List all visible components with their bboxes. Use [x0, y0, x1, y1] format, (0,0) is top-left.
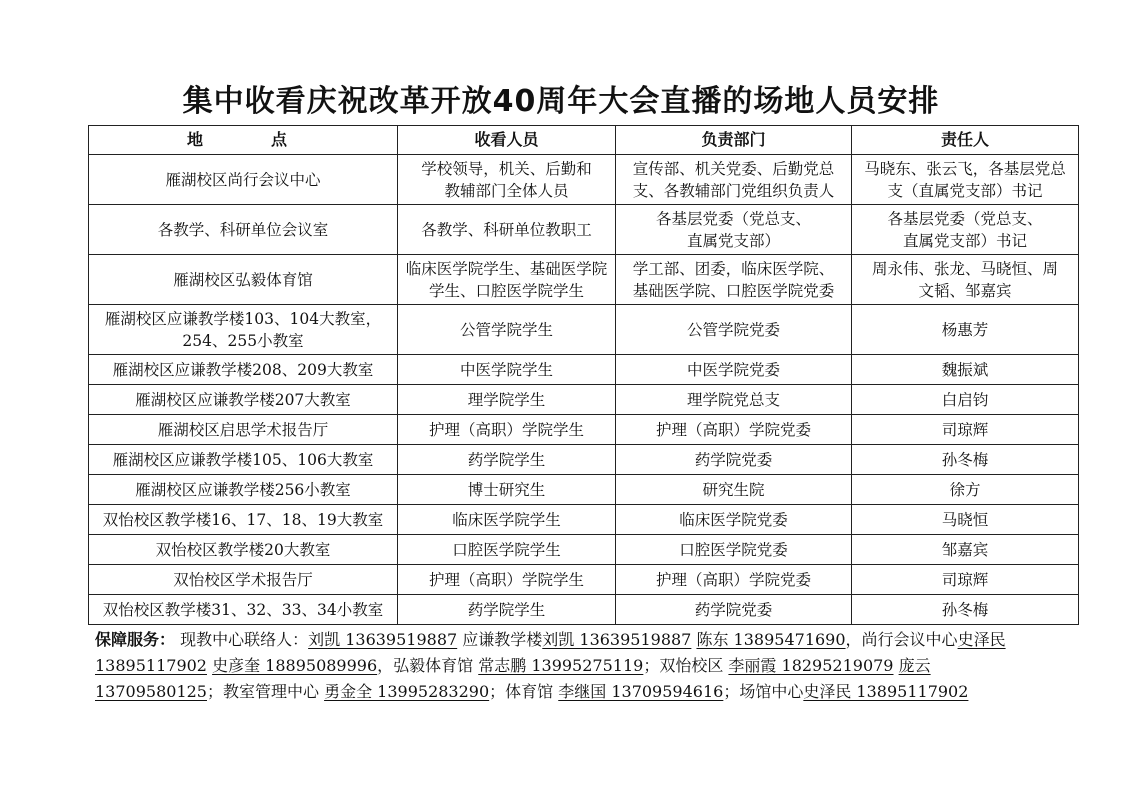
- support-text: ；双怡校区: [643, 656, 729, 675]
- cell-line: 临床医学院学生: [452, 510, 561, 529]
- table-row: [89, 255, 1079, 305]
- cell-place: [89, 475, 398, 505]
- cell-line: 教辅部门全体人员: [444, 181, 569, 200]
- table-row: [89, 445, 1079, 475]
- cell-audience: [398, 565, 616, 595]
- table-row: [89, 535, 1079, 565]
- header-place: 地 点: [89, 126, 398, 155]
- cell-line: 魏振斌: [941, 360, 989, 379]
- cell-line: 护理（高职）学院党委: [655, 570, 811, 589]
- cell-responsible: [852, 565, 1079, 595]
- cell-line: 雁湖校区应谦教学楼256小教室: [135, 480, 351, 499]
- cell-line: 理学院党总支: [686, 390, 780, 409]
- cell-line: 药学院党委: [694, 600, 773, 619]
- cell-line: 药学院学生: [467, 450, 546, 469]
- support-services: [95, 627, 1055, 705]
- cell-place: [89, 255, 398, 305]
- contact-entry: 勇金全 13995283290: [324, 682, 490, 701]
- cell-line: 254、255小教室: [182, 331, 304, 350]
- cell-line: 各教学、科研单位教职工: [421, 220, 592, 239]
- cell-line: 公管学院学生: [459, 320, 553, 339]
- cell-department: [616, 155, 852, 205]
- cell-line: 支、各教辅部门党组织负责人: [632, 181, 835, 200]
- contact-entry: 史泽民 13895117902: [95, 630, 1006, 675]
- support-text: ，尚行会议中心: [845, 630, 958, 649]
- cell-line: 双怡校区教学楼20大教室: [155, 540, 331, 559]
- cell-audience: [398, 155, 616, 205]
- cell-department: [616, 415, 852, 445]
- cell-audience: [398, 595, 616, 625]
- table-row: [89, 355, 1079, 385]
- cell-line: 双怡校区学术报告厅: [173, 570, 313, 589]
- cell-place: [89, 205, 398, 255]
- cell-responsible: [852, 505, 1079, 535]
- cell-line: 宣传部、机关党委、后勤党总: [632, 159, 835, 178]
- cell-line: 杨惠芳: [941, 320, 989, 339]
- cell-responsible: [852, 155, 1079, 205]
- cell-line: 学工部、团委，临床医学院、: [632, 259, 835, 278]
- cell-responsible: [852, 415, 1079, 445]
- contact-entry: 刘凯 13639519887: [308, 630, 458, 649]
- table-body: [89, 155, 1079, 625]
- cell-line: 理学院学生: [467, 390, 546, 409]
- cell-line: 雁湖校区启思学术报告厅: [157, 420, 329, 439]
- cell-line: 学校领导，机关、后勤和: [421, 159, 592, 178]
- cell-line: 雁湖校区弘毅体育馆: [173, 270, 313, 289]
- cell-responsible: [852, 305, 1079, 355]
- cell-place: [89, 305, 398, 355]
- table-row: [89, 415, 1079, 445]
- support-text: 现教中心联络人：: [180, 630, 309, 649]
- cell-line: 直属党支部）书记: [902, 231, 1027, 250]
- cell-line: 护理（高职）学院学生: [428, 570, 584, 589]
- cell-line: 各基层党委（党总支、: [655, 209, 811, 228]
- support-text: ；场馆中心: [723, 682, 804, 701]
- cell-place: [89, 535, 398, 565]
- cell-line: 各基层党委（党总支、: [887, 209, 1043, 228]
- contact-entry: 史泽民 13895117902: [803, 682, 969, 701]
- support-text: ；体育馆: [489, 682, 559, 701]
- cell-audience: [398, 445, 616, 475]
- cell-audience: [398, 305, 616, 355]
- cell-place: [89, 505, 398, 535]
- header-department: 负责部门: [616, 126, 852, 155]
- support-text: ；教室管理中心: [206, 682, 325, 701]
- cell-line: 白启钧: [941, 390, 989, 409]
- cell-responsible: [852, 445, 1079, 475]
- cell-responsible: [852, 475, 1079, 505]
- cell-audience: [398, 205, 616, 255]
- table-row: [89, 155, 1079, 205]
- cell-responsible: [852, 355, 1079, 385]
- table-row: [89, 565, 1079, 595]
- contact-entry: 陈东 13895471690: [696, 630, 846, 649]
- cell-line: 口腔医学院学生: [452, 540, 561, 559]
- support-label: 保障服务：: [95, 630, 176, 649]
- cell-line: 护理（高职）学院党委: [655, 420, 811, 439]
- contact-entry: 常志鹏 13995275119: [478, 656, 644, 675]
- cell-line: 中医学院学生: [459, 360, 553, 379]
- cell-line: 中医学院党委: [686, 360, 780, 379]
- cell-place: [89, 155, 398, 205]
- cell-place: [89, 595, 398, 625]
- cell-department: [616, 445, 852, 475]
- cell-responsible: [852, 255, 1079, 305]
- table-row: [89, 475, 1079, 505]
- cell-line: 各教学、科研单位会议室: [157, 220, 329, 239]
- cell-department: [616, 305, 852, 355]
- cell-line: 药学院党委: [694, 450, 773, 469]
- cell-department: [616, 535, 852, 565]
- cell-line: 口腔医学院党委: [679, 540, 788, 559]
- cell-department: [616, 595, 852, 625]
- support-text: 应谦教学楼: [457, 630, 543, 649]
- cell-department: [616, 505, 852, 535]
- cell-place: [89, 415, 398, 445]
- cell-department: [616, 385, 852, 415]
- cell-place: [89, 385, 398, 415]
- cell-line: 邹嘉宾: [941, 540, 989, 559]
- cell-line: 徐方: [949, 480, 981, 499]
- cell-line: 直属党支部）: [686, 231, 780, 250]
- cell-line: 研究生院: [702, 480, 765, 499]
- cell-responsible: [852, 595, 1079, 625]
- cell-audience: [398, 475, 616, 505]
- table-row: [89, 385, 1079, 415]
- cell-line: 药学院学生: [467, 600, 546, 619]
- cell-line: 孙冬梅: [941, 600, 989, 619]
- table-row: [89, 505, 1079, 535]
- cell-line: 护理（高职）学院学生: [428, 420, 584, 439]
- cell-responsible: [852, 535, 1079, 565]
- cell-line: 雁湖校区应谦教学楼207大教室: [135, 390, 351, 409]
- cell-department: [616, 205, 852, 255]
- cell-line: 学生、口腔医学院学生: [428, 281, 584, 300]
- contact-entry: 史彦奎 18895089996: [212, 656, 378, 675]
- cell-responsible: [852, 205, 1079, 255]
- cell-line: 公管学院党委: [686, 320, 780, 339]
- cell-line: 博士研究生: [467, 480, 546, 499]
- cell-line: 双怡校区教学楼16、17、18、19大教室: [102, 510, 384, 529]
- cell-line: 雁湖校区应谦教学楼105、106大教室: [112, 450, 374, 469]
- contact-entry: 庞云 13709580125: [95, 656, 931, 701]
- cell-line: 双怡校区教学楼31、32、33、34小教室: [102, 600, 384, 619]
- cell-audience: [398, 535, 616, 565]
- cell-line: 雁湖校区应谦教学楼103、104大教室，: [104, 309, 382, 328]
- cell-place: [89, 355, 398, 385]
- page-title: 集中收看庆祝改革开放40周年大会直播的场地人员安排: [182, 84, 940, 119]
- cell-audience: [398, 505, 616, 535]
- contact-entry: 李丽霞 18295219079: [728, 656, 894, 675]
- cell-department: [616, 565, 852, 595]
- cell-line: 司琼辉: [941, 570, 989, 589]
- cell-line: 支（直属党支部）书记: [887, 181, 1043, 200]
- cell-line: 临床医学院党委: [679, 510, 788, 529]
- header-responsible: 责任人: [852, 126, 1079, 155]
- cell-audience: [398, 255, 616, 305]
- cell-department: [616, 255, 852, 305]
- cell-department: [616, 355, 852, 385]
- support-text: ，弘毅体育馆: [377, 656, 479, 675]
- cell-line: 临床医学院学生、基础医学院: [405, 259, 608, 278]
- cell-audience: [398, 355, 616, 385]
- contact-entry: 刘凯 13639519887: [542, 630, 692, 649]
- cell-line: 马晓恒: [941, 510, 989, 529]
- cell-audience: [398, 385, 616, 415]
- cell-line: 马晓东、张云飞，各基层党总: [864, 159, 1066, 178]
- cell-line: 孙冬梅: [941, 450, 989, 469]
- contact-entry: 李继国 13709594616: [558, 682, 724, 701]
- cell-line: 司琼辉: [941, 420, 989, 439]
- cell-line: 周永伟、张龙、马晓恒、周: [871, 259, 1058, 278]
- cell-place: [89, 445, 398, 475]
- cell-responsible: [852, 385, 1079, 415]
- arrangement-table: [88, 125, 1079, 625]
- table-row: [89, 595, 1079, 625]
- cell-department: [616, 475, 852, 505]
- table-row: [89, 305, 1079, 355]
- table-row: [89, 205, 1079, 255]
- cell-audience: [398, 415, 616, 445]
- cell-place: [89, 565, 398, 595]
- cell-line: 文韬、邹嘉宾: [918, 281, 1012, 300]
- cell-line: 基础医学院、口腔医学院党委: [632, 281, 835, 300]
- header-audience: 收看人员: [398, 126, 616, 155]
- cell-line: 雁湖校区应谦教学楼208、209大教室: [112, 360, 374, 379]
- table-header-row: [89, 126, 1079, 155]
- cell-line: 雁湖校区尚行会议中心: [165, 170, 321, 189]
